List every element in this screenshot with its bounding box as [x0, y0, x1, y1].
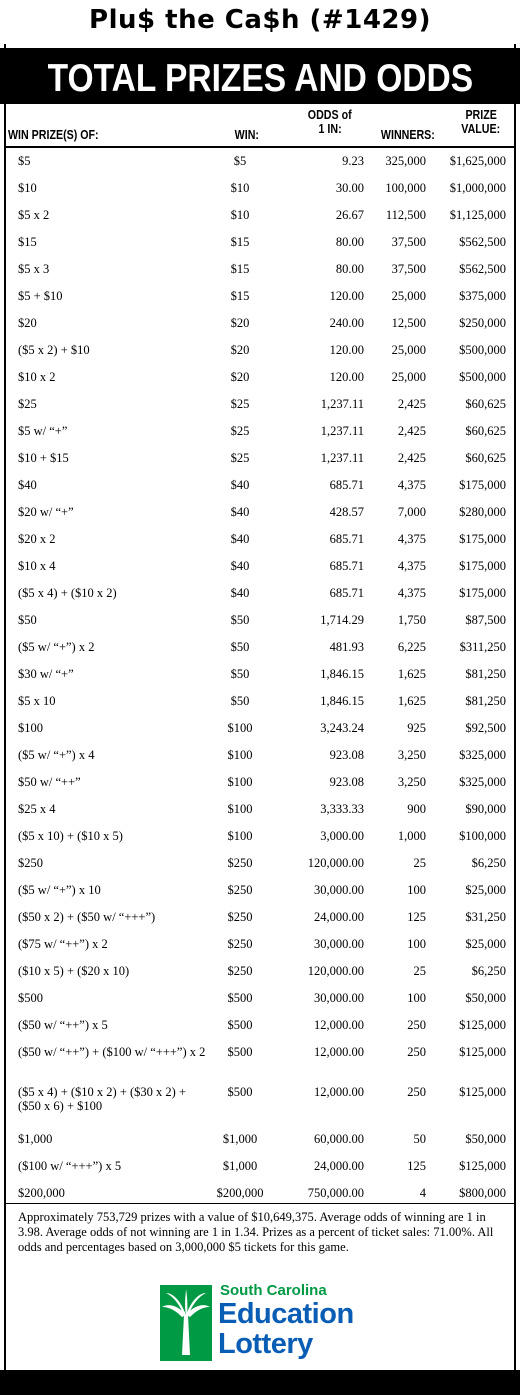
cell-prize: $20 w/ “+”	[18, 505, 74, 519]
footer-divider	[4, 1203, 516, 1204]
cell-winners: 100	[407, 937, 426, 951]
cell-value: $1,000,000	[449, 181, 506, 195]
cell-prize: $15	[18, 235, 37, 249]
cell-value: $6,250	[471, 964, 506, 978]
cell-win: $20	[230, 316, 250, 330]
table-row	[0, 1080, 520, 1127]
table-row	[0, 689, 520, 716]
cell-odds: 685.71	[329, 478, 364, 492]
cell-win: $50	[230, 667, 250, 681]
cell-winners: 25	[413, 856, 426, 870]
cell-win: $40	[230, 478, 250, 492]
cell-value: $800,000	[459, 1186, 506, 1200]
cell-winners: 1,625	[397, 667, 426, 681]
table-row	[0, 824, 520, 851]
cell-prize: $50 w/ “++”	[18, 775, 81, 789]
cell-odds: 1,237.11	[320, 397, 364, 411]
cell-odds: 923.08	[329, 775, 364, 789]
table-row	[0, 1013, 520, 1040]
table-row	[0, 716, 520, 743]
cell-winners: 4,375	[397, 478, 426, 492]
cell-winners: 100	[407, 883, 426, 897]
cell-winners: 4	[419, 1186, 426, 1200]
cell-win: $1,000	[222, 1132, 258, 1146]
cell-winners: 250	[407, 1018, 426, 1032]
table-row	[0, 338, 520, 365]
cell-odds: 240.00	[329, 316, 364, 330]
cell-value: $60,625	[465, 451, 506, 465]
cell-winners: 125	[407, 1159, 426, 1173]
cell-value: $280,000	[459, 505, 506, 519]
sc-education-lottery-logo	[160, 1283, 380, 1363]
table-row	[0, 554, 520, 581]
cell-win: $40	[230, 586, 250, 600]
cell-odds: 1,237.11	[320, 451, 364, 465]
cell-win: $20	[230, 343, 250, 357]
cell-prize: ($5 x 10) + ($10 x 5)	[18, 829, 123, 843]
table-row	[0, 230, 520, 257]
cell-win: $250	[227, 856, 253, 870]
cell-prize: $5 x 2	[18, 208, 50, 222]
cell-odds: 685.71	[329, 532, 364, 546]
table-row	[0, 419, 520, 446]
cell-prize: ($5 x 4) + ($10 x 2) + ($30 x 2) + ($50 x 6) + $100	[18, 1085, 186, 1113]
bottom-bar	[0, 1370, 520, 1395]
cell-odds: 750,000.00	[307, 1186, 364, 1200]
cell-winners: 25	[413, 964, 426, 978]
cell-value: $175,000	[459, 586, 506, 600]
cell-odds: 60,000.00	[314, 1132, 364, 1146]
cell-prize: ($100 w/ “+++”) x 5	[18, 1159, 122, 1173]
cell-value: $175,000	[459, 532, 506, 546]
cell-prize: $5 x 10	[18, 694, 56, 708]
cell-winners: 1,625	[397, 694, 426, 708]
cell-prize: ($50 x 2) + ($50 w/ “+++”)	[18, 910, 156, 924]
cell-odds: 1,846.15	[320, 694, 364, 708]
cell-winners: 250	[407, 1085, 426, 1099]
cell-winners: 2,425	[397, 451, 426, 465]
cell-value: $81,250	[465, 694, 506, 708]
table-row	[0, 500, 520, 527]
cell-odds: 9.23	[342, 154, 364, 168]
cell-prize: $500	[18, 991, 43, 1005]
cell-prize: $10	[18, 181, 37, 195]
table-row	[0, 608, 520, 635]
cell-odds: 30,000.00	[314, 883, 364, 897]
page-title: Plu$ the Ca$h (#1429)	[89, 5, 431, 35]
cell-prize: $5 + $10	[18, 289, 63, 303]
cell-odds: 12,000.00	[314, 1085, 364, 1099]
cell-win: $25	[230, 451, 250, 465]
cell-prize: $5	[18, 154, 31, 168]
cell-odds: 685.71	[329, 586, 364, 600]
cell-value: $90,000	[465, 802, 506, 816]
cell-prize: $250	[18, 856, 43, 870]
cell-value: $81,250	[465, 667, 506, 681]
cell-prize: $10 + $15	[18, 451, 69, 465]
cell-value: $60,625	[465, 397, 506, 411]
cell-odds: 3,000.00	[320, 829, 364, 843]
cell-value: $50,000	[465, 1132, 506, 1146]
cell-win: $40	[230, 532, 250, 546]
header-divider	[4, 146, 516, 148]
cell-win: $100	[227, 802, 253, 816]
cell-win: $15	[230, 289, 250, 303]
footnote: Approximately 753,729 prizes with a value of $10,649,375. Average odds of winning are 1 in 3.98. Average odds of not winning are 1 in 1.34. Prizes as a percent of ticket sales: 71.00%. All odds and percentages based on 3,000,000 $5 tickets for this game.	[18, 1210, 494, 1254]
cell-value: $125,000	[459, 1018, 506, 1032]
cell-winners: 12,500	[391, 316, 426, 330]
cell-value: $325,000	[459, 775, 506, 789]
cell-odds: 30.00	[335, 181, 364, 195]
table-row	[0, 1154, 520, 1181]
cell-value: $31,250	[465, 910, 506, 924]
cell-odds: 26.67	[335, 208, 364, 222]
cell-win: $5	[233, 154, 247, 168]
header-odds: ODDS of 1 IN:	[308, 107, 352, 136]
cell-win: $100	[227, 775, 253, 789]
table-row	[0, 743, 520, 770]
cell-prize: ($5 w/ “+”) x 10	[18, 883, 101, 897]
cell-winners: 4,375	[397, 559, 426, 573]
cell-win: $25	[230, 397, 250, 411]
cell-prize: ($5 w/ “+”) x 4	[18, 748, 95, 762]
cell-winners: 3,250	[397, 748, 426, 762]
cell-winners: 1,750	[397, 613, 426, 627]
cell-winners: 25,000	[391, 343, 426, 357]
cell-prize: ($75 w/ “++”) x 2	[18, 937, 108, 951]
cell-winners: 3,250	[397, 775, 426, 789]
table-row	[0, 203, 520, 230]
cell-win: $500	[227, 1085, 253, 1099]
cell-win: $500	[227, 1018, 253, 1032]
table-row	[0, 176, 520, 203]
header-win-prize: WIN PRIZE(S) OF:	[8, 127, 99, 142]
logo-line-2: Education	[218, 1298, 354, 1330]
cell-win: $500	[227, 1045, 253, 1059]
cell-odds: 80.00	[335, 235, 364, 249]
cell-win: $10	[230, 208, 250, 222]
cell-odds: 428.57	[329, 505, 364, 519]
table-row	[0, 635, 520, 662]
cell-win: $15	[230, 235, 250, 249]
cell-odds: 120.00	[329, 370, 364, 384]
cell-prize: $5 w/ “+”	[18, 424, 68, 438]
palmetto-tree-icon	[160, 1285, 212, 1361]
cell-win: $250	[227, 937, 253, 951]
cell-prize: $10 x 4	[18, 559, 56, 573]
cell-win: $40	[230, 505, 250, 519]
cell-odds: 1,714.29	[320, 613, 364, 627]
cell-win: $500	[227, 991, 253, 1005]
cell-prize: $25	[18, 397, 37, 411]
table-row	[0, 527, 520, 554]
table-row	[0, 986, 520, 1013]
cell-prize: $200,000	[18, 1186, 65, 1200]
cell-odds: 12,000.00	[314, 1018, 364, 1032]
table-row	[0, 932, 520, 959]
cell-prize: $25 x 4	[18, 802, 56, 816]
cell-winners: 100	[407, 991, 426, 1005]
cell-value: $125,000	[459, 1045, 506, 1059]
cell-winners: 925	[407, 721, 426, 735]
cell-value: $1,625,000	[449, 154, 506, 168]
cell-odds: 120.00	[329, 289, 364, 303]
cell-winners: 4,375	[397, 532, 426, 546]
table-row	[0, 257, 520, 284]
cell-win: $250	[227, 883, 253, 897]
cell-prize: ($5 x 2) + $10	[18, 343, 90, 357]
cell-win: $40	[230, 559, 250, 573]
cell-odds: 481.93	[329, 640, 364, 654]
cell-value: $1,125,000	[449, 208, 506, 222]
cell-winners: 2,425	[397, 424, 426, 438]
cell-prize: ($50 w/ “++”) x 5	[18, 1018, 108, 1032]
table-row	[0, 284, 520, 311]
cell-prize: $20	[18, 316, 37, 330]
table-row	[0, 311, 520, 338]
cell-winners: 7,000	[397, 505, 426, 519]
cell-value: $375,000	[459, 289, 506, 303]
cell-win: $100	[227, 829, 253, 843]
cell-prize: $100	[18, 721, 43, 735]
cell-win: $100	[227, 721, 253, 735]
cell-odds: 3,333.33	[320, 802, 364, 816]
table-row	[0, 392, 520, 419]
cell-prize: $1,000	[18, 1132, 53, 1146]
cell-win: $200,000	[216, 1186, 264, 1200]
logo-line-3: Lottery	[218, 1328, 313, 1360]
table-row	[0, 446, 520, 473]
cell-prize: $5 x 3	[18, 262, 50, 276]
cell-value: $87,500	[465, 613, 506, 627]
cell-winners: 37,500	[391, 235, 426, 249]
logo-line-1: South Carolina	[220, 1282, 327, 1299]
cell-value: $175,000	[459, 559, 506, 573]
cell-win: $250	[227, 910, 253, 924]
cell-winners: 112,500	[385, 208, 426, 222]
cell-odds: 12,000.00	[314, 1045, 364, 1059]
cell-value: $500,000	[459, 343, 506, 357]
header-prize-value: PRIZE VALUE:	[461, 107, 501, 136]
cell-winners: 125	[407, 910, 426, 924]
cell-value: $500,000	[459, 370, 506, 384]
cell-winners: 50	[413, 1132, 426, 1146]
cell-winners: 25,000	[391, 370, 426, 384]
cell-value: $92,500	[465, 721, 506, 735]
cell-prize: ($50 w/ “++”) + ($100 w/ “+++”) x 2	[18, 1045, 206, 1059]
cell-prize: $40	[18, 478, 37, 492]
cell-winners: 100,000	[385, 181, 426, 195]
cell-value: $311,250	[459, 640, 506, 654]
cell-winners: 25,000	[391, 289, 426, 303]
cell-winners: 2,425	[397, 397, 426, 411]
cell-win: $15	[230, 262, 250, 276]
cell-odds: 685.71	[329, 559, 364, 573]
cell-winners: 325,000	[385, 154, 426, 168]
cell-winners: 4,375	[397, 586, 426, 600]
cell-odds: 30,000.00	[314, 991, 364, 1005]
cell-odds: 120,000.00	[307, 856, 364, 870]
cell-odds: 120,000.00	[307, 964, 364, 978]
cell-value: $25,000	[465, 883, 506, 897]
table-row	[0, 1127, 520, 1154]
cell-odds: 24,000.00	[314, 910, 364, 924]
cell-value: $25,000	[465, 937, 506, 951]
cell-win: $250	[227, 964, 253, 978]
table-row	[0, 851, 520, 878]
table-row	[0, 1040, 520, 1080]
cell-winners: 250	[407, 1045, 426, 1059]
table-row	[0, 797, 520, 824]
cell-odds: 120.00	[329, 343, 364, 357]
cell-value: $562,500	[459, 262, 506, 276]
cell-value: $562,500	[459, 235, 506, 249]
cell-value: $100,000	[459, 829, 506, 843]
cell-odds: 1,846.15	[320, 667, 364, 681]
table-row	[0, 365, 520, 392]
banner-text: TOTAL PRIZES AND ODDS	[47, 57, 473, 100]
cell-odds: 923.08	[329, 748, 364, 762]
cell-prize: $20 x 2	[18, 532, 56, 546]
cell-win: $10	[230, 181, 250, 195]
table-row	[0, 149, 520, 176]
header-winners: WINNERS:	[381, 127, 435, 142]
table-row	[0, 662, 520, 689]
cell-win: $50	[230, 694, 250, 708]
cell-value: $325,000	[459, 748, 506, 762]
cell-value: $250,000	[459, 316, 506, 330]
cell-win: $25	[230, 424, 250, 438]
cell-win: $20	[230, 370, 250, 384]
cell-prize: $10 x 2	[18, 370, 56, 384]
table-row	[0, 770, 520, 797]
cell-value: $175,000	[459, 478, 506, 492]
cell-win: $50	[230, 613, 250, 627]
table-row	[0, 959, 520, 986]
cell-win: $50	[230, 640, 250, 654]
cell-winners: 6,225	[397, 640, 426, 654]
cell-value: $6,250	[471, 856, 506, 870]
cell-win: $1,000	[222, 1159, 258, 1173]
cell-prize: ($5 w/ “+”) x 2	[18, 640, 95, 654]
cell-odds: 3,243.24	[320, 721, 364, 735]
cell-prize: $30 w/ “+”	[18, 667, 74, 681]
cell-winners: 900	[407, 802, 426, 816]
table-row	[0, 905, 520, 932]
cell-value: $125,000	[459, 1159, 506, 1173]
cell-odds: 30,000.00	[314, 937, 364, 951]
cell-value: $60,625	[465, 424, 506, 438]
cell-prize: ($5 x 4) + ($10 x 2)	[18, 586, 117, 600]
cell-prize: $50	[18, 613, 37, 627]
cell-odds: 24,000.00	[314, 1159, 364, 1173]
banner-title	[0, 48, 520, 104]
cell-odds: 80.00	[335, 262, 364, 276]
prize-table	[0, 149, 520, 1208]
header-win: WIN:	[234, 127, 260, 142]
table-row	[0, 878, 520, 905]
cell-odds: 1,237.11	[320, 424, 364, 438]
cell-value: $125,000	[459, 1085, 506, 1099]
table-row	[0, 581, 520, 608]
table-row	[0, 473, 520, 500]
cell-win: $100	[227, 748, 253, 762]
cell-winners: 1,000	[397, 829, 426, 843]
cell-winners: 37,500	[391, 262, 426, 276]
cell-prize: ($10 x 5) + ($20 x 10)	[18, 964, 130, 978]
cell-value: $50,000	[465, 991, 506, 1005]
